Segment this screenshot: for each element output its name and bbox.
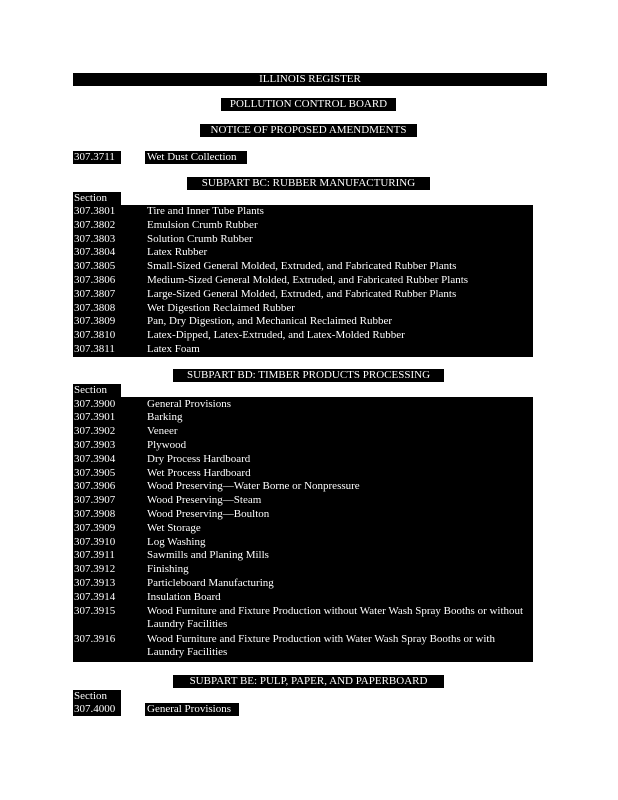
subpart-heading: SUBPART BE: PULP, PAPER, AND PAPERBOARD (173, 675, 444, 688)
section-title: Medium-Sized General Molded, Extruded, and Fabricated Rubber Plants (145, 274, 533, 287)
section-title: Plywood (145, 439, 533, 452)
section-number: 307.3811 (73, 343, 121, 356)
board-title: POLLUTION CONTROL BOARD (221, 98, 396, 111)
section-title: Latex Foam (145, 343, 205, 356)
section-title: Latex Rubber (145, 246, 533, 259)
section-number: 307.3805 (73, 260, 121, 273)
section-title: Latex-Dipped, Latex-Extruded, and Latex-Molded Rubber (145, 329, 533, 342)
section-number: 307.3903 (73, 439, 121, 452)
section-title: Wet Storage (145, 522, 533, 535)
section-title: Finishing (145, 563, 533, 576)
section-title: Wood Furniture and Fixture Production without Water Wash Spray Booths or without Laundry Facilities (145, 605, 533, 632)
subpart-heading: SUBPART BC: RUBBER MANUFACTURING (187, 177, 430, 190)
section-number: 307.3803 (73, 233, 121, 246)
section-number: 307.3810 (73, 329, 121, 342)
section-number: 307.3912 (73, 563, 121, 576)
section-title: Insulation Board (145, 591, 533, 604)
section-title: Wood Furniture and Fixture Production with Water Wash Spray Booths or with Laundry Facilities (145, 633, 533, 660)
section-number: 307.3900 (73, 398, 121, 411)
section-number: 307.3804 (73, 246, 121, 259)
section-title: General Provisions (145, 398, 533, 411)
section-number: 307.3711 (73, 151, 121, 164)
section-label: Section (73, 384, 121, 397)
section-number: 307.3906 (73, 480, 121, 493)
section-title: Barking (145, 411, 533, 424)
section-number: 307.3908 (73, 508, 121, 521)
notice-title: NOTICE OF PROPOSED AMENDMENTS (200, 124, 417, 137)
section-title: Wet Process Hardboard (145, 467, 533, 480)
section-number: 307.4000 (73, 703, 121, 716)
section-title: Wet Dust Collection (145, 151, 247, 164)
section-number: 307.3909 (73, 522, 121, 535)
section-title: Emulsion Crumb Rubber (145, 219, 533, 232)
section-number: 307.3904 (73, 453, 121, 466)
register-title: ILLINOIS REGISTER (73, 73, 547, 86)
section-title: Wet Digestion Reclaimed Rubber (145, 302, 533, 315)
section-number: 307.3913 (73, 577, 121, 590)
section-title: Sawmills and Planing Mills (145, 549, 533, 562)
subpart-heading: SUBPART BD: TIMBER PRODUCTS PROCESSING (173, 369, 444, 382)
section-number: 307.3802 (73, 219, 121, 232)
section-title: Solution Crumb Rubber (145, 233, 533, 246)
section-title: Small-Sized General Molded, Extruded, and Fabricated Rubber Plants (145, 260, 533, 273)
section-number: 307.3910 (73, 536, 121, 549)
section-number: 307.3806 (73, 274, 121, 287)
section-number: 307.3915 (73, 605, 121, 618)
section-title: Pan, Dry Digestion, and Mechanical Reclaimed Rubber (145, 315, 533, 328)
section-number: 307.3901 (73, 411, 121, 424)
section-title: Particleboard Manufacturing (145, 577, 533, 590)
section-title: Wood Preserving—Steam (145, 494, 533, 507)
section-title: Large-Sized General Molded, Extruded, and Fabricated Rubber Plants (145, 288, 533, 301)
section-title: Veneer (145, 425, 533, 438)
section-label: Section (73, 690, 121, 703)
section-number: 307.3911 (73, 549, 121, 562)
section-number: 307.3905 (73, 467, 121, 480)
section-number: 307.3801 (73, 205, 121, 218)
section-number: 307.3807 (73, 288, 121, 301)
section-number: 307.3808 (73, 302, 121, 315)
section-number: 307.3907 (73, 494, 121, 507)
section-title: Log Washing (145, 536, 533, 549)
section-title: Tire and Inner Tube Plants (145, 205, 533, 218)
section-number: 307.3914 (73, 591, 121, 604)
section-title: General Provisions (145, 703, 239, 716)
section-label: Section (73, 192, 121, 205)
section-number: 307.3916 (73, 633, 121, 646)
section-title: Wood Preserving—Boulton (145, 508, 533, 521)
section-number: 307.3902 (73, 425, 121, 438)
section-title: Wood Preserving—Water Borne or Nonpressure (145, 480, 533, 493)
section-number: 307.3809 (73, 315, 121, 328)
section-title: Dry Process Hardboard (145, 453, 533, 466)
